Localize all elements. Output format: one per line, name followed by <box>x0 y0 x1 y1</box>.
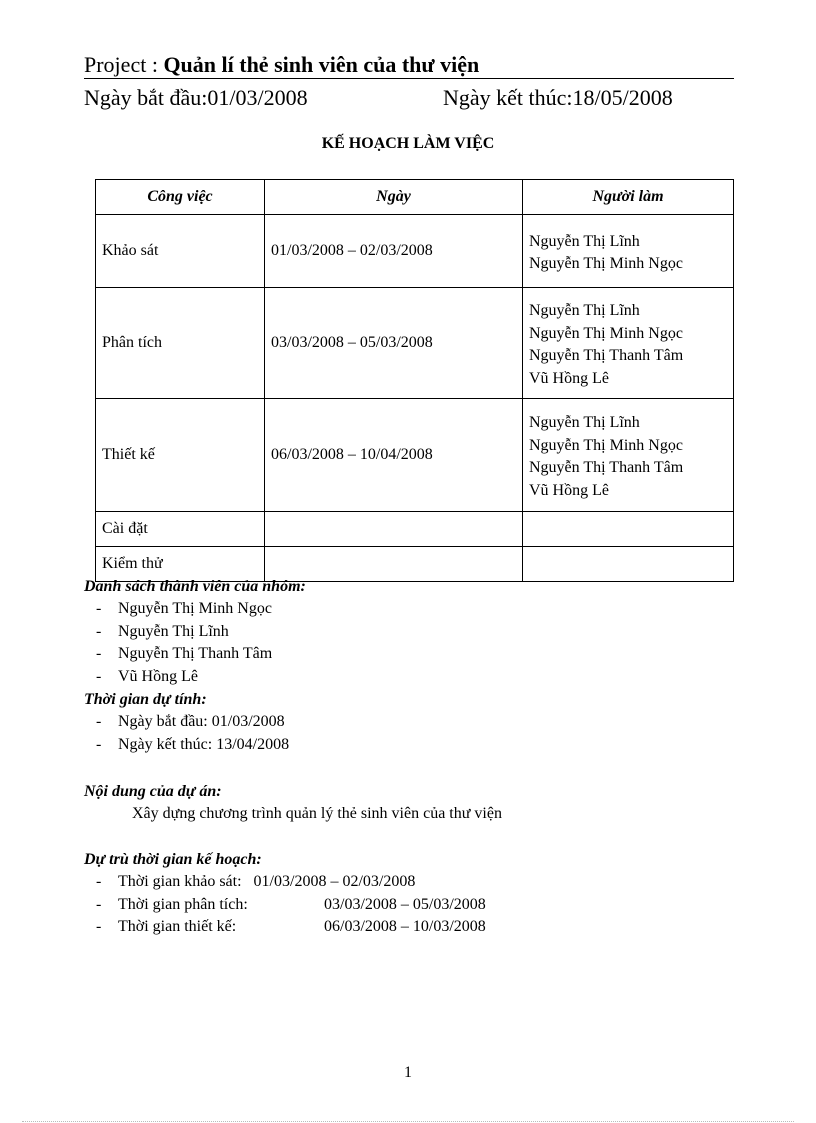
table-header-row <box>96 180 734 215</box>
person-name: Vũ Hồng Lê <box>529 481 609 499</box>
person-name: Nguyễn Thị Lĩnh <box>529 302 640 319</box>
content-text: Xây dựng chương trình quản lý thẻ sinh viên của thư viện <box>132 805 502 822</box>
person-name: Nguyễn Thị Minh Ngọc <box>529 255 683 272</box>
work-plan-table <box>95 179 734 582</box>
project-title-line <box>84 52 734 79</box>
plan-list <box>84 871 486 939</box>
list-item: - Ngày bắt đầu: 01/03/2008 <box>84 711 289 734</box>
plan-item-value: 03/03/2008 – 05/03/2008 <box>324 895 486 913</box>
column-header-date: Ngày <box>265 180 523 215</box>
project-name: Quản lí thẻ sinh viên của thư viện <box>163 52 480 77</box>
plan-item-value: 06/03/2008 – 10/03/2008 <box>324 918 486 936</box>
project-dates-line <box>84 84 734 112</box>
people-cell <box>523 288 734 399</box>
column-header-people: Người làm <box>523 180 734 215</box>
people-cell <box>523 547 734 582</box>
table-row <box>96 399 734 512</box>
list-item: - Nguyễn Thị Thanh Tâm <box>84 643 272 666</box>
page-number: 1 <box>404 1064 412 1081</box>
list-item: - Ngày kết thúc: 13/04/2008 <box>84 734 289 757</box>
column-header-task: Công việc <box>96 180 265 215</box>
start-date: Ngày bắt đầu:01/03/2008 <box>84 85 308 110</box>
date-cell: 01/03/2008 – 02/03/2008 <box>265 215 523 288</box>
list-item <box>84 871 415 894</box>
list-item <box>84 916 486 939</box>
person-name: Nguyễn Thị Lĩnh <box>529 414 640 431</box>
members-list <box>84 598 272 689</box>
task-cell: Cài đặt <box>96 512 265 547</box>
content-heading: Nội dung của dự án: <box>84 783 222 800</box>
task-cell: Khảo sát <box>96 215 265 288</box>
plan-item-value: 01/03/2008 – 02/03/2008 <box>253 873 416 890</box>
estimate-heading: Thời gian dự tính: <box>84 691 207 708</box>
date-cell: 06/03/2008 – 10/04/2008 <box>265 399 523 512</box>
table-row <box>96 215 734 288</box>
plan-item-label: Thời gian khảo sát: <box>118 873 242 890</box>
person-name: Nguyễn Thị Thanh Tâm <box>529 459 684 476</box>
list-item <box>84 894 486 917</box>
members-heading: Danh sách thành viên của nhóm: <box>84 578 306 595</box>
person-name: Nguyễn Thị Minh Ngọc <box>529 436 683 454</box>
list-item: - Vũ Hồng Lê <box>84 666 272 689</box>
task-cell: Kiểm thử <box>96 547 265 582</box>
person-name: Nguyễn Thị Minh Ngọc <box>529 324 683 342</box>
plan-heading: Dự trù thời gian kế hoạch: <box>84 851 262 868</box>
plan-item-label: Thời gian phân tích: <box>118 895 248 913</box>
table-row <box>96 512 734 547</box>
table-row <box>96 288 734 399</box>
date-cell: 03/03/2008 – 05/03/2008 <box>265 288 523 399</box>
page-title: KẾ HOẠCH LÀM VIỆC <box>321 135 495 152</box>
estimate-list <box>84 711 289 756</box>
task-cell: Thiết kế <box>96 399 265 512</box>
task-cell: Phân tích <box>96 288 265 399</box>
person-name: Nguyễn Thị Lĩnh <box>529 232 640 250</box>
page-edge-divider <box>22 1121 794 1122</box>
project-label: Project : <box>84 52 158 77</box>
end-date: Ngày kết thúc:18/05/2008 <box>443 85 673 110</box>
plan-item-label: Thời gian thiết kế: <box>118 918 237 936</box>
list-item: - Nguyễn Thị Minh Ngọc <box>84 598 272 621</box>
date-cell <box>265 512 523 547</box>
people-cell <box>523 399 734 512</box>
person-name: Vũ Hồng Lê <box>529 369 609 387</box>
list-item: - Nguyễn Thị Lĩnh <box>84 621 272 644</box>
people-cell <box>523 215 734 288</box>
person-name: Nguyễn Thị Thanh Tâm <box>529 347 684 364</box>
people-cell <box>523 512 734 547</box>
